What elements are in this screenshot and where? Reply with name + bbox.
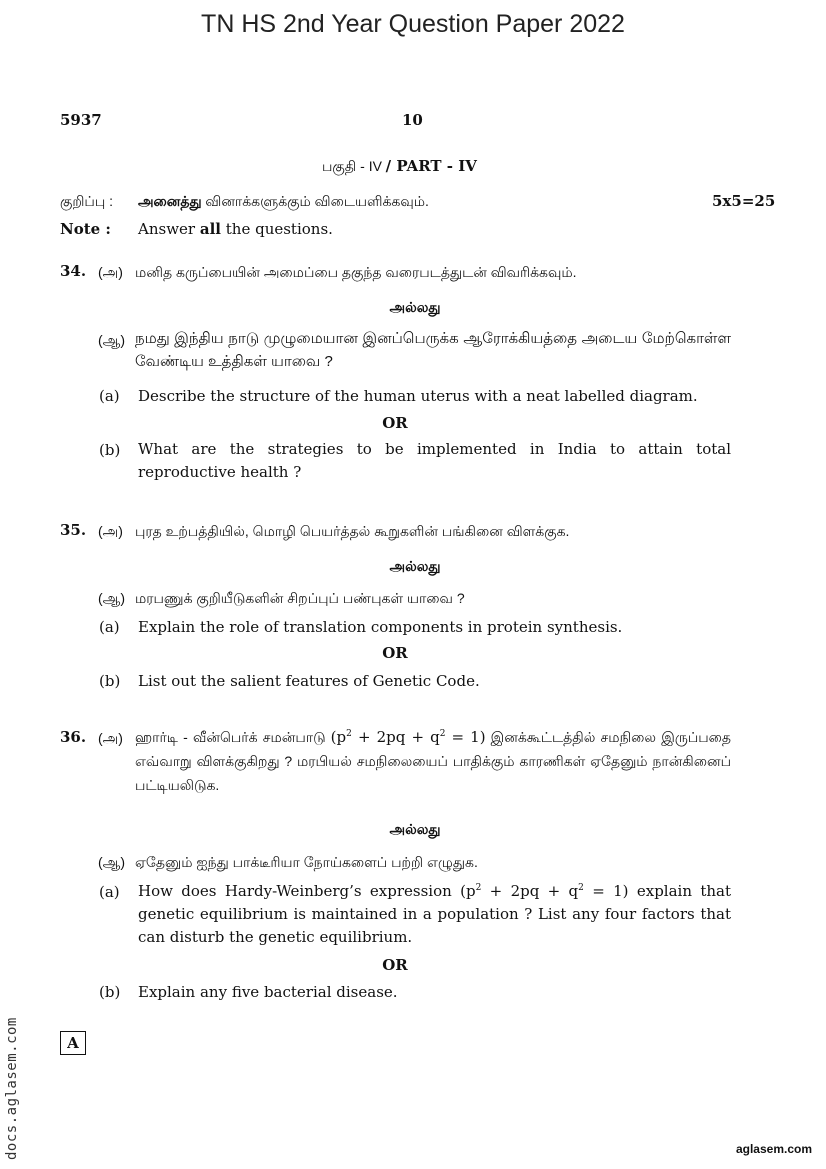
q34-or-tamil: அல்லது — [389, 299, 441, 315]
note-english-pre: Answer — [138, 220, 196, 238]
q36-a-marker: (அ) — [98, 730, 123, 746]
marks-total: 5x5=25 — [712, 192, 776, 210]
note-english-label: Note : — [60, 220, 111, 238]
q34-b-en-marker: (b) — [99, 441, 121, 459]
q35-a-english: Explain the role of translation components in protein synthesis. — [138, 618, 623, 636]
q34-a-english: Describe the structure of the human uterus with a neat labelled diagram. — [138, 387, 698, 405]
q34-a-tamil: மனித கருப்பையின் அமைப்பை தகுந்த வரைபடத்துடன் விவரிக்கவும். — [135, 264, 577, 280]
q36-or-english: OR — [382, 956, 408, 974]
paper-code: 5937 — [60, 111, 102, 129]
footer-site: aglasem.com — [735, 1142, 812, 1156]
q35-or-english: OR — [382, 644, 408, 662]
question-number-36: 36. — [60, 728, 87, 746]
q36-b-marker: (ஆ) — [98, 854, 126, 870]
note-tamil-bold: அனைத்து — [138, 193, 202, 209]
q35-a-marker: (அ) — [98, 523, 123, 539]
en-eq-sup-1: 2 — [475, 883, 482, 893]
q35-a-en-marker: (a) — [99, 618, 120, 636]
q35-a-tamil: புரத உற்பத்தியில், மொழி பெயர்த்தல் கூறுகளின் பங்கினை விளக்குக. — [135, 523, 570, 539]
note-english-text — [138, 219, 333, 239]
q36-a-english-pre: How does Hardy-Weinberg’s expression — [138, 882, 452, 900]
note-tamil-label: குறிப்பு : — [60, 193, 114, 209]
note-tamil-rest: வினாக்களுக்கும் விடையளிக்கவும். — [205, 193, 429, 209]
q36-a-english-post: explain that genetic equilibrium is maintained in a population ? List any four factors that can disturb the genetic equilibrium. — [138, 882, 731, 946]
part-heading — [322, 156, 477, 177]
part-heading-english: / PART - IV — [385, 157, 477, 175]
eq-mid: + 2pq + q — [351, 728, 440, 746]
q36-a-tamil-pre: ஹார்டி - வீன்பெர்க் சமன்பாடு — [135, 729, 326, 745]
q34-a-marker: (அ) — [98, 264, 123, 280]
q36-b-english: Explain any five bacterial disease. — [138, 983, 398, 1001]
q36-or-tamil: அல்லது — [389, 821, 441, 837]
q36-b-tamil: ஏதேனும் ஐந்து பாக்டீரியா நோய்களைப் பற்றி எழுதுக. — [135, 854, 478, 870]
eq-open: (p — [330, 728, 347, 746]
page-title: TN HS 2nd Year Question Paper 2022 — [201, 10, 625, 38]
question-number-34: 34. — [60, 262, 87, 280]
question-number-35: 35. — [60, 521, 87, 539]
note-tamil-text — [138, 191, 429, 212]
side-watermark: docs.aglasem.com — [4, 1017, 20, 1160]
q34-b-marker: (ஆ) — [98, 332, 126, 348]
part-heading-tamil: பகுதி - IV — [322, 158, 382, 174]
en-eq-mid: + 2pq + q — [481, 882, 579, 900]
series-badge: A — [60, 1031, 86, 1055]
q36-equation — [331, 728, 486, 746]
eq-sup-2: 2 — [439, 729, 446, 739]
q35-b-tamil: மரபணுக் குறியீடுகளின் சிறப்புப் பண்புகள் யாவை ? — [135, 590, 465, 606]
q36-a-tamil — [135, 726, 731, 798]
q34-a-en-marker: (a) — [99, 387, 120, 405]
q36-a-tamil-post: இனக்கூட்டத்தில் சமநிலை இருப்பதை எவ்வாறு விளக்குகிறது ? மரபியல் சமநிலையைப் பாதிக்கும் காரணிகள் ஏதேனும் நான்கினைப் பட்டியலிடுக. — [135, 729, 732, 793]
note-english-post: the questions. — [225, 220, 333, 238]
q34-b-english: What are the strategies to be implemented in India to attain total reproductive health ? — [138, 440, 731, 481]
eq-close: = 1) — [445, 728, 486, 746]
page-number: 10 — [402, 111, 423, 129]
q36-en-equation — [460, 882, 628, 900]
q35-b-marker: (ஆ) — [98, 590, 126, 606]
note-english-bold: all — [199, 220, 221, 238]
note-tamil — [60, 191, 113, 212]
q35-b-en-marker: (b) — [99, 672, 121, 690]
q36-b-en-marker: (b) — [99, 983, 121, 1001]
eq-sup-1: 2 — [346, 729, 352, 739]
q36-a-en-marker: (a) — [99, 883, 120, 901]
q36-a-english — [138, 880, 731, 949]
q35-b-english: List out the salient features of Genetic Code. — [138, 672, 480, 690]
q34-or-english: OR — [382, 414, 408, 432]
en-eq-open: (p — [460, 882, 476, 900]
q34-b-tamil: நமது இந்திய நாடு முழுமையான இனப்பெருக்க ஆரோக்கியத்தை அடைய மேற்கொள்ள வேண்டிய உத்திகள் யாவை ? — [135, 330, 731, 370]
q35-or-tamil: அல்லது — [389, 558, 441, 574]
en-eq-close: = 1) — [583, 882, 629, 900]
en-eq-sup-2: 2 — [578, 883, 584, 893]
